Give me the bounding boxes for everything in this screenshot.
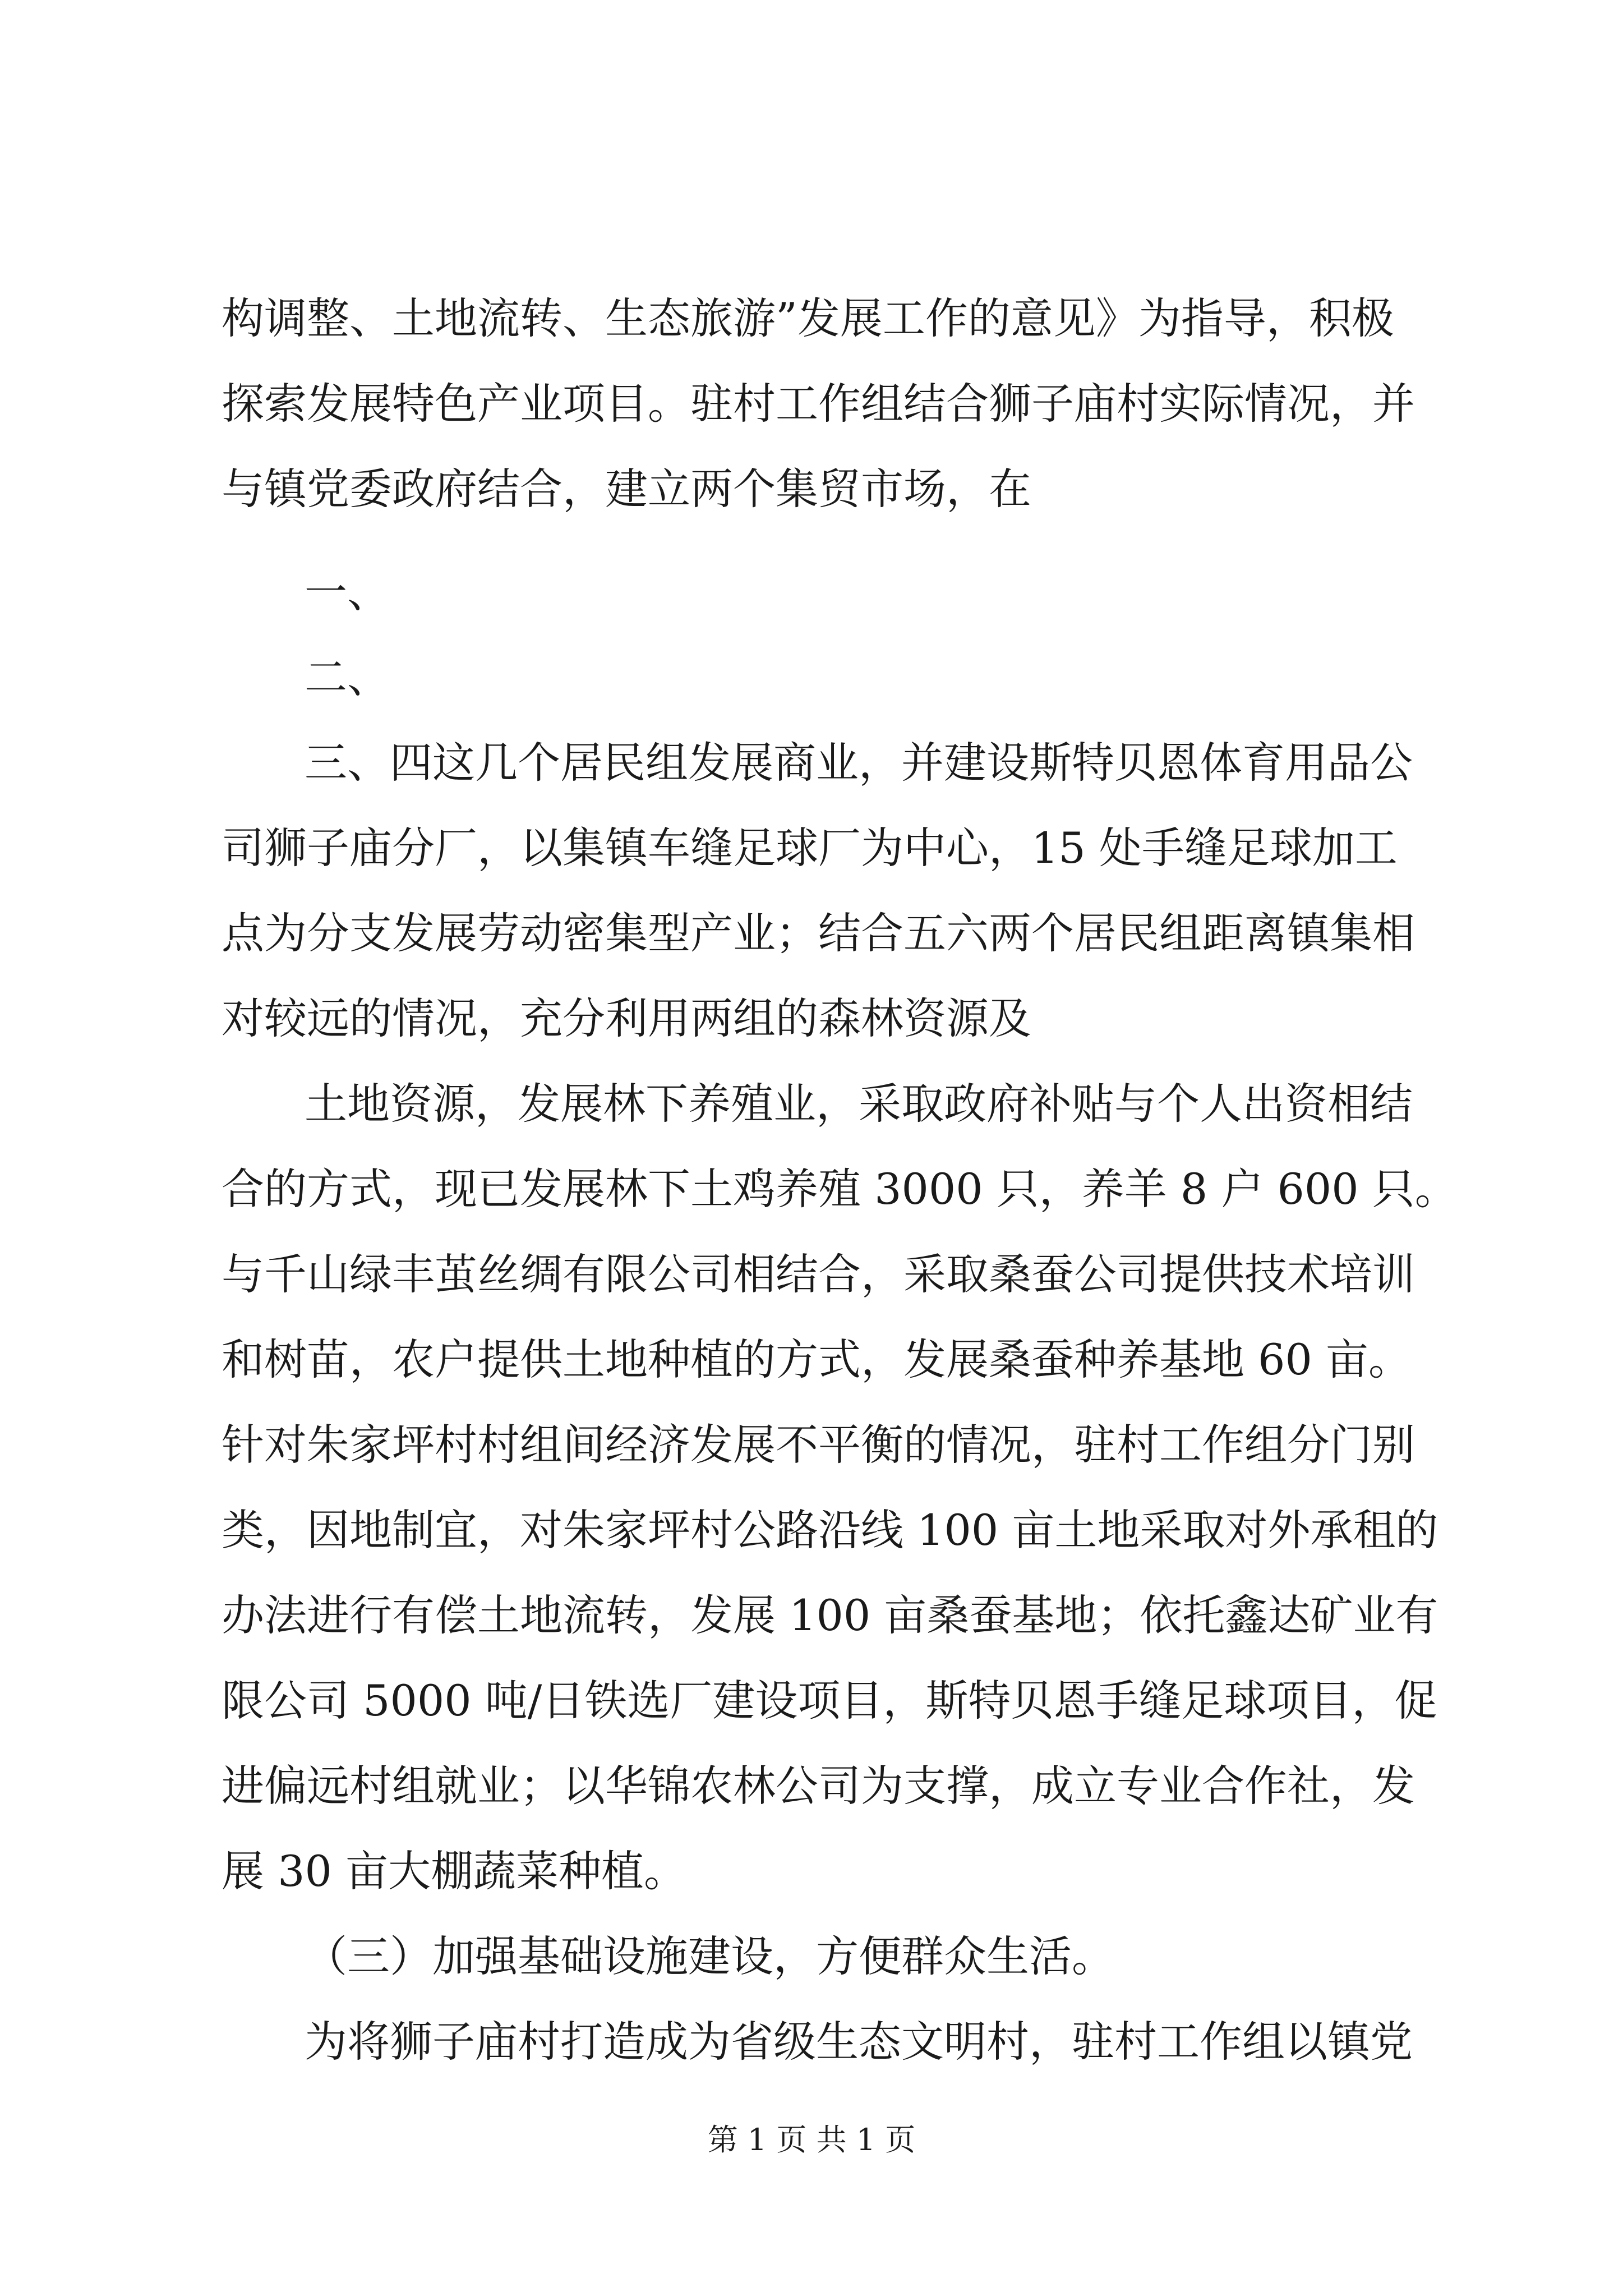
page-footer: 第 1 页 共 1 页: [707, 2122, 916, 2157]
document-page: 构调整、土地流转、生态旅游”发展工作的意见》为指导，积极 探索发展特色产业项目。驻村工作组结合狮子庙村实际情况，并 与镇党委政府结合，建立两个集贸市场，在 一、 二、 三、四这几个居民组发展商业，并建设斯特贝恩体育用品公 司狮子庙分厂，以集镇车缝足球厂为中心，15 处手缝足球加工 点为分支发展劳动密集型产业；结合五六两个居民组距离镇集相 对较远的情况，充分利用两组的森林资源及 土地资源，发展林下养殖业，采取政府补贴与个人出资相结 合的方式，现已发展林下土鸡养殖 3000 只，养羊 8 户 600 只。 与千山绿丰茧丝绸有限公司相结合，采取桑蚕公司提供技术培训 和树苗，农户提供土地种植的方式，发展桑蚕种养基地 60 亩。 针对朱家坪村村组间经济发展不平衡的情况，驻村工作组分门别 类，因地制宜，对朱家坪村公路沿线 100 亩土地采取对外承租的 办法进行有偿土地流转，发展 100 亩桑蚕基地；依托鑫达矿业有 限公司 5000 吨/日铁选厂建设项目，斯特贝恩手缝足球项目，促 进偏远村组就业；以华锦农林公司为支撑，成立专业合作社，发 展 30 亩大棚蔬菜种植。 （三）加强基础设施建设，方便群众生活。 为将狮子庙村打造成为省级生态文明村，驻村工作组以镇党 第 1 页 共 1 页: [0, 0, 1623, 2296]
